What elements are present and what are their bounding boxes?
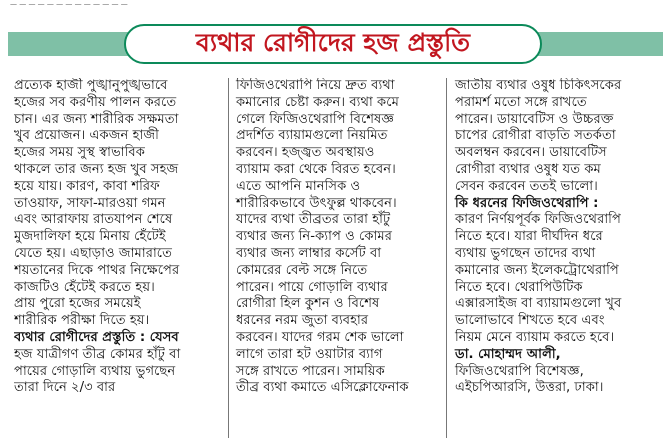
article-text-line: হজ যাত্রীগণ তীব্র কোমর হাঁটু বা xyxy=(14,346,181,362)
article-text-line: যাদের ব্যথা তীব্রতর তারা হাঁটু xyxy=(236,212,391,228)
subheading-line: কি ধরনের ফিজিওথেরাপি : xyxy=(455,195,599,211)
article-text-line: জাতীয় ব্যথার ওষুধ চিকিৎসকের xyxy=(455,78,622,93)
article-body xyxy=(14,78,666,438)
top-strip-text: — — — — — — — — — — — — — xyxy=(10,0,128,8)
article-text-line: প্রায় পুরো হজের সময়েই xyxy=(14,296,141,312)
article-text-line: এক্সারসাইজ বা ব্যায়ামগুলো খুব xyxy=(455,296,622,312)
article-text-line: সঙ্গে রাখতে পারেন। সাময়িক xyxy=(236,363,385,379)
article-text-line: পরামর্শ মতো সঙ্গে রাখতে xyxy=(455,94,587,110)
column-2 xyxy=(228,78,446,438)
article-text-line: করবেন। হজ্জ্বত অবস্থায়ও xyxy=(236,145,375,161)
article-text-line: রোগীরা হিল কুশন ও বিশেষ xyxy=(236,296,380,312)
article-text-line: ব্যথায় ভুগছেন তাদের ব্যথা xyxy=(455,245,596,261)
article-text-line: এবং আরাফায় রাতযাপন শেষে xyxy=(14,212,173,228)
article-text-line: কাজটিও হেঁটেই করতে হয়। xyxy=(14,279,155,295)
article-text-line: ভালোভাবে শিখতে হবে এবং xyxy=(455,313,605,329)
article-text-line: তীব্র ব্যথা কমাতে এসিক্লোফেনাক xyxy=(236,380,409,396)
article-text-line: নিতে হবে। থেরাপিউটিক xyxy=(455,279,583,295)
article-text-line: প্রদর্শিত ব্যায়ামগুলো নিয়মিত xyxy=(236,128,388,144)
article-headline: ব্যথার রোগীদের হজ প্রস্তুতি xyxy=(195,27,471,57)
article-text-line: ব্যায়াম করা থেকে বিরত হবেন। xyxy=(236,161,396,177)
article-text-line: তাওয়াফ, সাফা-মারওয়া গমন xyxy=(14,195,166,211)
headline-banner xyxy=(8,22,663,66)
article-text-line: নিয়ম মেনে ব্যায়াম করতে হবে। xyxy=(455,329,615,345)
article-text-line: করবেন। যাদের গরম শেক ভালো xyxy=(236,329,404,345)
article-text-line: এইচপিআরসি, উত্তরা, ঢাকা। xyxy=(455,380,604,396)
column-3 xyxy=(446,78,666,438)
article-text-line: মুজদালিফা হয়ে মিনায় হেঁটেই xyxy=(14,229,166,245)
article-text-line: শয়তানের দিকে পাথর নিক্ষেপের xyxy=(14,262,180,278)
subheading-line: ব্যথার রোগীদের প্রস্তুতি : যেসব xyxy=(14,329,179,345)
article-text-line: কমানোর জন্য ইলেকট্রোথেরাপি xyxy=(455,262,619,278)
article-text-line: চাপের রোগীরা বাড়তি সতর্কতা xyxy=(455,128,616,144)
article-text-line: ফিজিওথেরাপি নিয়ে দ্রুত ব্যথা xyxy=(236,78,395,93)
article-text-line: সেবন করবেন ততই ভালো। xyxy=(455,178,598,194)
article-text-line: এতে আপনি মানসিক ও xyxy=(236,178,361,194)
article-text-line: কমানোর চেষ্টা করুন। ব্যথা কমে xyxy=(236,94,399,110)
article-text-line: প্রত্যেক হাজী পুঙ্খানুপুঙ্খভাবে xyxy=(14,78,168,93)
article-text-line: শারীরিক পরীক্ষা দিতে হয়। xyxy=(14,313,150,329)
article-text-line: যেতে হয়। এছাড়াও জামারাতে xyxy=(14,245,172,261)
article-text-line: তারা দিনে ২/৩ বার xyxy=(14,380,116,396)
article-text-line: ধরনের নরম জুতা ব্যবহার xyxy=(236,313,369,329)
article-text-line: ব্যথার জন্য নি-ক্যাপ ও কোমর xyxy=(236,229,392,245)
article-text-line: পারেন। ডায়াবেটিস ও উচ্চরক্ত xyxy=(455,111,614,127)
article-text-line: নিতে হবে। যারা দীর্ঘদিন ধরে xyxy=(455,229,603,245)
article-text-line: চান। এর জন্য শারীরিক সক্ষমতা xyxy=(14,111,179,127)
article-text-line: পারেন। পায়ে গোড়ালি ব্যথার xyxy=(236,279,388,295)
article-text-line: ব্যথার জন্য লাম্বার কর্সেট বা xyxy=(236,245,382,261)
article-text-line: পায়ের গোড়ালি ব্যথায় ভুগছেন xyxy=(14,363,176,379)
article-text-line: ফিজিওথেরাপি বিশেষজ্ঞ, xyxy=(455,363,584,379)
headline-pill xyxy=(124,24,542,64)
article-text-line: হজের সময় সুস্থ স্বাভাবিক xyxy=(14,145,145,161)
article-text-line: রোগীরা ব্যথার ওষুধ যত কম xyxy=(455,161,601,177)
article-text-line: থাকলে তার জন্য হজ খুব সহজ xyxy=(14,161,179,177)
article-text-line: গেলে ফিজিওথেরাপি বিশেষজ্ঞ xyxy=(236,111,394,127)
article-text-line: কোমরের বেল্ট সঙ্গে নিতে xyxy=(236,262,368,278)
subheading-line: ডা. মোহাম্মদ আলী, xyxy=(455,346,561,362)
article-text-line: কারণ নির্ণয়পূর্বক ফিজিওথেরাপি xyxy=(455,212,621,228)
article-text-line: হয়ে যায়। কারণ, কাবা শরিফ xyxy=(14,178,160,194)
article-text-line: অবলম্বন করবেন। ডায়াবেটিস xyxy=(455,145,607,161)
article-text-line: খুব প্রয়োজন। একজন হাজী xyxy=(14,128,159,144)
article-text-line: শারীরিকভাবে উৎফুল্ল থাকবেন। xyxy=(236,195,397,211)
column-1 xyxy=(14,78,228,438)
article-text-line: হজের সব করণীয় পালন করতে xyxy=(14,94,177,110)
article-text-line: লাগে তারা হট ওয়াটার ব্যাগ xyxy=(236,346,383,362)
